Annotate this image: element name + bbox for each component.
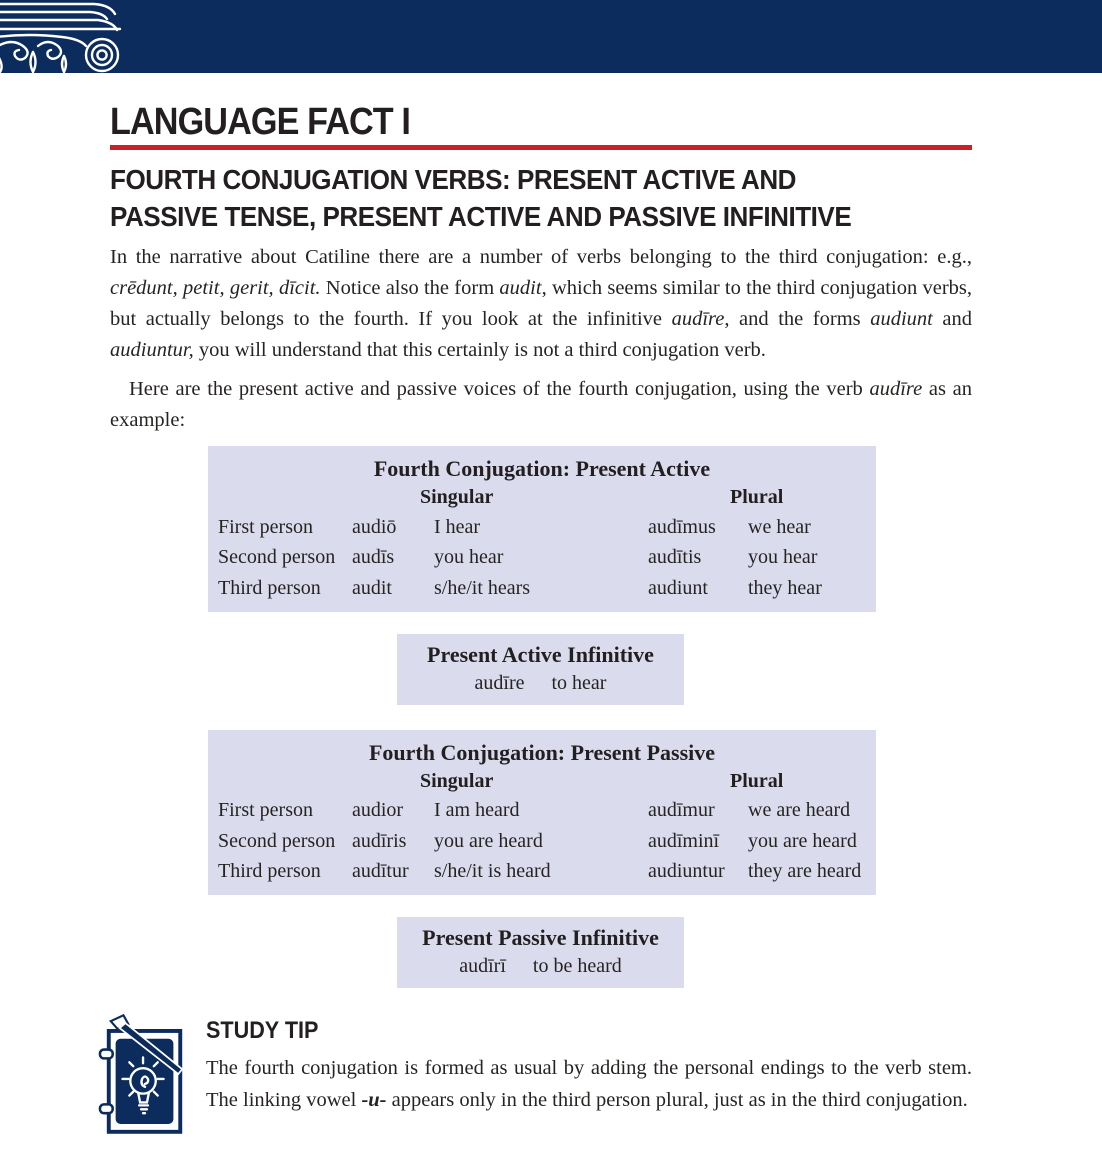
wax-tablet-stylus-lightbulb-icon <box>98 1014 192 1138</box>
table-column-headers <box>208 767 876 796</box>
page-content <box>0 103 1102 1138</box>
singular-latin: audiō <box>352 515 397 538</box>
person-label: Second person <box>218 829 336 852</box>
study-tip <box>110 1014 972 1138</box>
plural-english: we hear <box>748 515 811 538</box>
section-title <box>110 161 912 235</box>
infinitive-entry <box>397 671 684 696</box>
singular-english: s/he/it is heard <box>434 860 551 883</box>
table-row <box>208 826 876 857</box>
singular-latin: audīris <box>352 829 407 852</box>
singular-latin: audior <box>352 799 404 822</box>
plural-english: we are heard <box>748 799 851 822</box>
singular-header: Singular <box>420 769 494 792</box>
plural-latin: audīmus <box>648 515 716 538</box>
table-column-headers <box>208 483 876 512</box>
table-row <box>208 857 876 888</box>
plural-latin: audītis <box>648 546 702 569</box>
intro-paragraph: In the narrative about Catiline there are a number of verbs belonging to the third conjugation: e.g., crēdunt, petit, gerit, dīcit. Notice also the form audit, which seems similar to the third conjugation verbs, but actually belongs to the fourth. If you look at the infinitive audīre, and the forms audiunt and audiuntur, you will understand that this certainly is not a third conjugation verb. <box>110 246 972 361</box>
page-title: LANGUAGE FACT I <box>110 101 410 143</box>
page-header-band <box>0 0 1102 73</box>
title-rule <box>110 145 972 150</box>
singular-english: you are heard <box>434 829 543 852</box>
infinitive-title: Present Active Infinitive <box>427 641 654 667</box>
table-row <box>208 796 876 827</box>
table-row <box>208 573 876 604</box>
plural-header: Plural <box>730 769 784 792</box>
singular-english: I am heard <box>434 799 520 822</box>
table-row <box>208 543 876 574</box>
present-active-table <box>208 446 876 612</box>
person-label: First person <box>218 799 313 822</box>
plural-latin: audīmur <box>648 799 715 822</box>
singular-latin: audit <box>352 576 392 599</box>
present-passive-infinitive-box <box>397 917 684 988</box>
singular-latin: audītur <box>352 860 409 883</box>
person-label: Second person <box>218 546 336 569</box>
section-title-line1: FOURTH CONJUGATION VERBS: PRESENT ACTIVE AND <box>110 164 797 195</box>
present-active-infinitive-box <box>397 634 684 705</box>
infinitive-latin: audīre <box>474 671 525 694</box>
plural-latin: audīminī <box>648 829 720 852</box>
singular-header: Singular <box>420 486 494 508</box>
present-passive-table <box>208 730 876 896</box>
plural-latin: audiuntur <box>648 860 725 883</box>
person-label: Third person <box>218 860 321 883</box>
table-title: Fourth Conjugation: Present Active <box>373 456 711 481</box>
table-title: Fourth Conjugation: Present Passive <box>368 739 716 765</box>
plural-english: you hear <box>748 546 818 569</box>
plural-header: Plural <box>730 486 784 508</box>
infinitive-title: Present Passive Infinitive <box>422 925 659 950</box>
infinitive-latin: audīrī <box>459 955 506 977</box>
plural-english: you are heard <box>748 829 857 852</box>
singular-latin: audīs <box>352 546 395 569</box>
plural-english: they hear <box>748 576 822 599</box>
infinitive-entry <box>397 954 684 979</box>
singular-english: s/he/it hears <box>434 576 531 599</box>
plural-english: they are heard <box>748 860 862 883</box>
column-capital-icon <box>0 0 134 73</box>
infinitive-english: to hear <box>551 671 607 694</box>
lead-in-paragraph: Here are the present active and passive voices of the fourth conjugation, using the verb audīre as an example: <box>110 378 972 431</box>
infinitive-english: to be heard <box>532 955 622 977</box>
person-label: Third person <box>218 576 321 599</box>
plural-latin: audiunt <box>648 576 708 599</box>
study-tip-heading: STUDY TIP <box>206 1017 319 1044</box>
person-label: First person <box>218 515 313 538</box>
table-row <box>208 512 876 543</box>
singular-english: I hear <box>434 515 481 538</box>
study-tip-text: The fourth conjugation is formed as usual by adding the personal endings to the verb stem. The linking vowel -u- appears only in the third person plural, just as in the third conjugation. <box>206 1057 972 1111</box>
singular-english: you hear <box>434 546 504 569</box>
study-tip-body <box>206 1014 972 1116</box>
section-title-line2: PASSIVE TENSE, PRESENT ACTIVE AND PASSIVE INFINITIVE <box>110 201 852 232</box>
